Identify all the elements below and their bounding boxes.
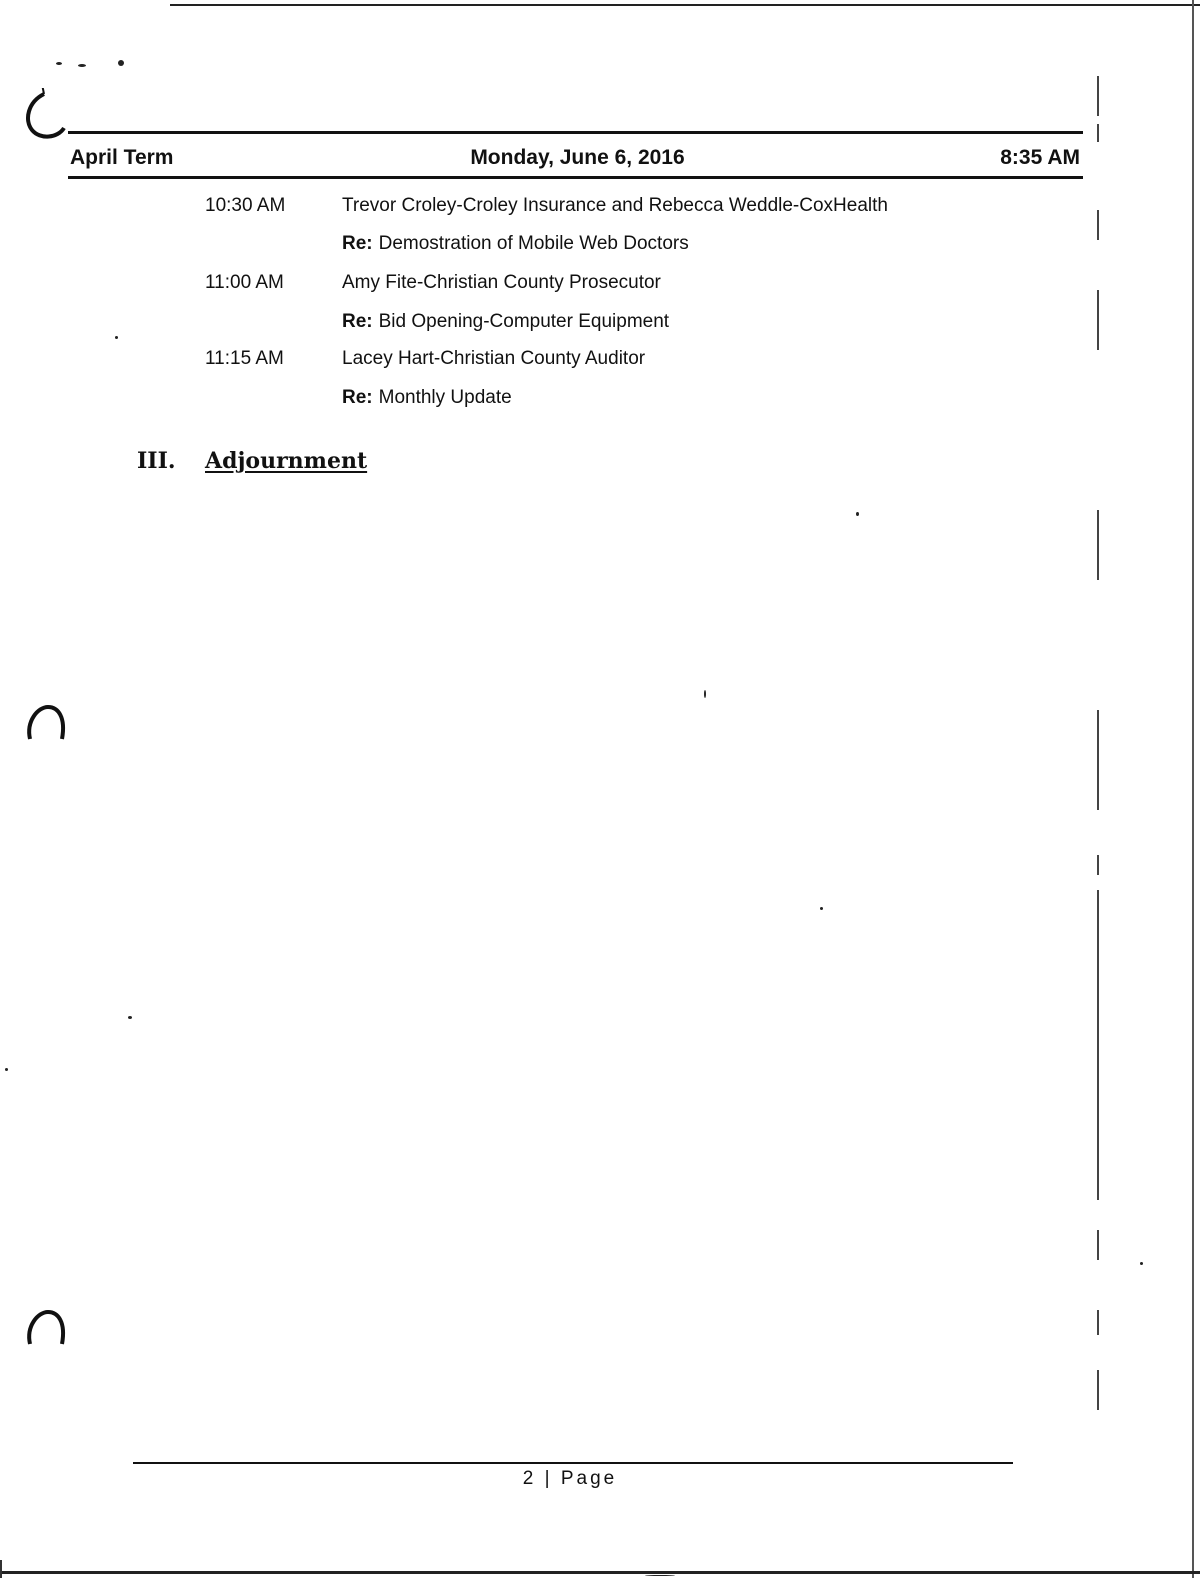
header-rule-bottom [68, 176, 1083, 179]
punch-hole-bottom [24, 1308, 68, 1348]
meeting-time: 8:35 AM [1000, 146, 1080, 169]
re-label: Re: [342, 311, 373, 332]
scan-edge-mark [1097, 124, 1099, 142]
re-text: Monthly Update [378, 387, 512, 408]
scan-edge-mark [1097, 710, 1099, 810]
scan-speck [704, 690, 706, 698]
scan-speck [1140, 1262, 1143, 1265]
section-title: Adjournment [205, 448, 368, 474]
agenda-item-re [342, 386, 512, 410]
re-text: Bid Opening-Computer Equipment [378, 311, 670, 332]
scan-speck [78, 64, 86, 67]
agenda-item-time: 10:30 AM [205, 195, 286, 216]
scan-edge-mark [1097, 510, 1099, 580]
agenda-item-re [342, 232, 689, 256]
scan-edge-mark [1097, 855, 1099, 875]
scan-edge-mark [1097, 890, 1099, 1200]
section-numeral: III. [137, 448, 176, 474]
scan-speck [115, 336, 118, 339]
agenda-item-presenter: Trevor Croley-Croley Insurance and Rebecca Weddle-CoxHealth [342, 195, 888, 216]
meeting-date: Monday, June 6, 2016 [470, 146, 685, 169]
scan-edge-mark [1097, 1370, 1099, 1410]
page-edge-bottom [0, 1571, 1200, 1574]
scan-speck [856, 512, 859, 516]
scan-speck [5, 1068, 8, 1071]
re-label: Re: [342, 387, 373, 408]
scan-speck [820, 907, 823, 910]
re-text: Demostration of Mobile Web Doctors [378, 233, 689, 254]
agenda-item-time: 11:00 AM [205, 272, 284, 293]
punch-hole-top [18, 88, 70, 144]
scan-speck [118, 60, 124, 66]
footer-rule [133, 1462, 1013, 1464]
scan-speck [645, 1575, 675, 1576]
scan-edge-mark [1097, 210, 1099, 240]
agenda-item-presenter: Lacey Hart-Christian County Auditor [342, 348, 646, 369]
agenda-item-presenter: Amy Fite-Christian County Prosecutor [342, 272, 661, 293]
page-edge-right [1192, 0, 1194, 1578]
scan-edge-mark [1097, 76, 1099, 116]
scan-speck [56, 62, 62, 65]
page-edge-left [0, 1560, 2, 1578]
header-rule-top [68, 131, 1083, 134]
agenda-item-time: 11:15 AM [205, 348, 284, 369]
page-number: 2 | Page [522, 1468, 618, 1489]
scan-speck [128, 1016, 132, 1019]
scan-edge-mark [1097, 1230, 1099, 1260]
scan-edge-mark [1097, 290, 1099, 350]
re-label: Re: [342, 233, 373, 254]
agenda-item-re [342, 310, 669, 334]
term-label: April Term [70, 146, 174, 169]
scan-edge-mark [1097, 1310, 1099, 1335]
punch-hole-middle [24, 703, 68, 743]
page-edge-top [170, 4, 1200, 6]
